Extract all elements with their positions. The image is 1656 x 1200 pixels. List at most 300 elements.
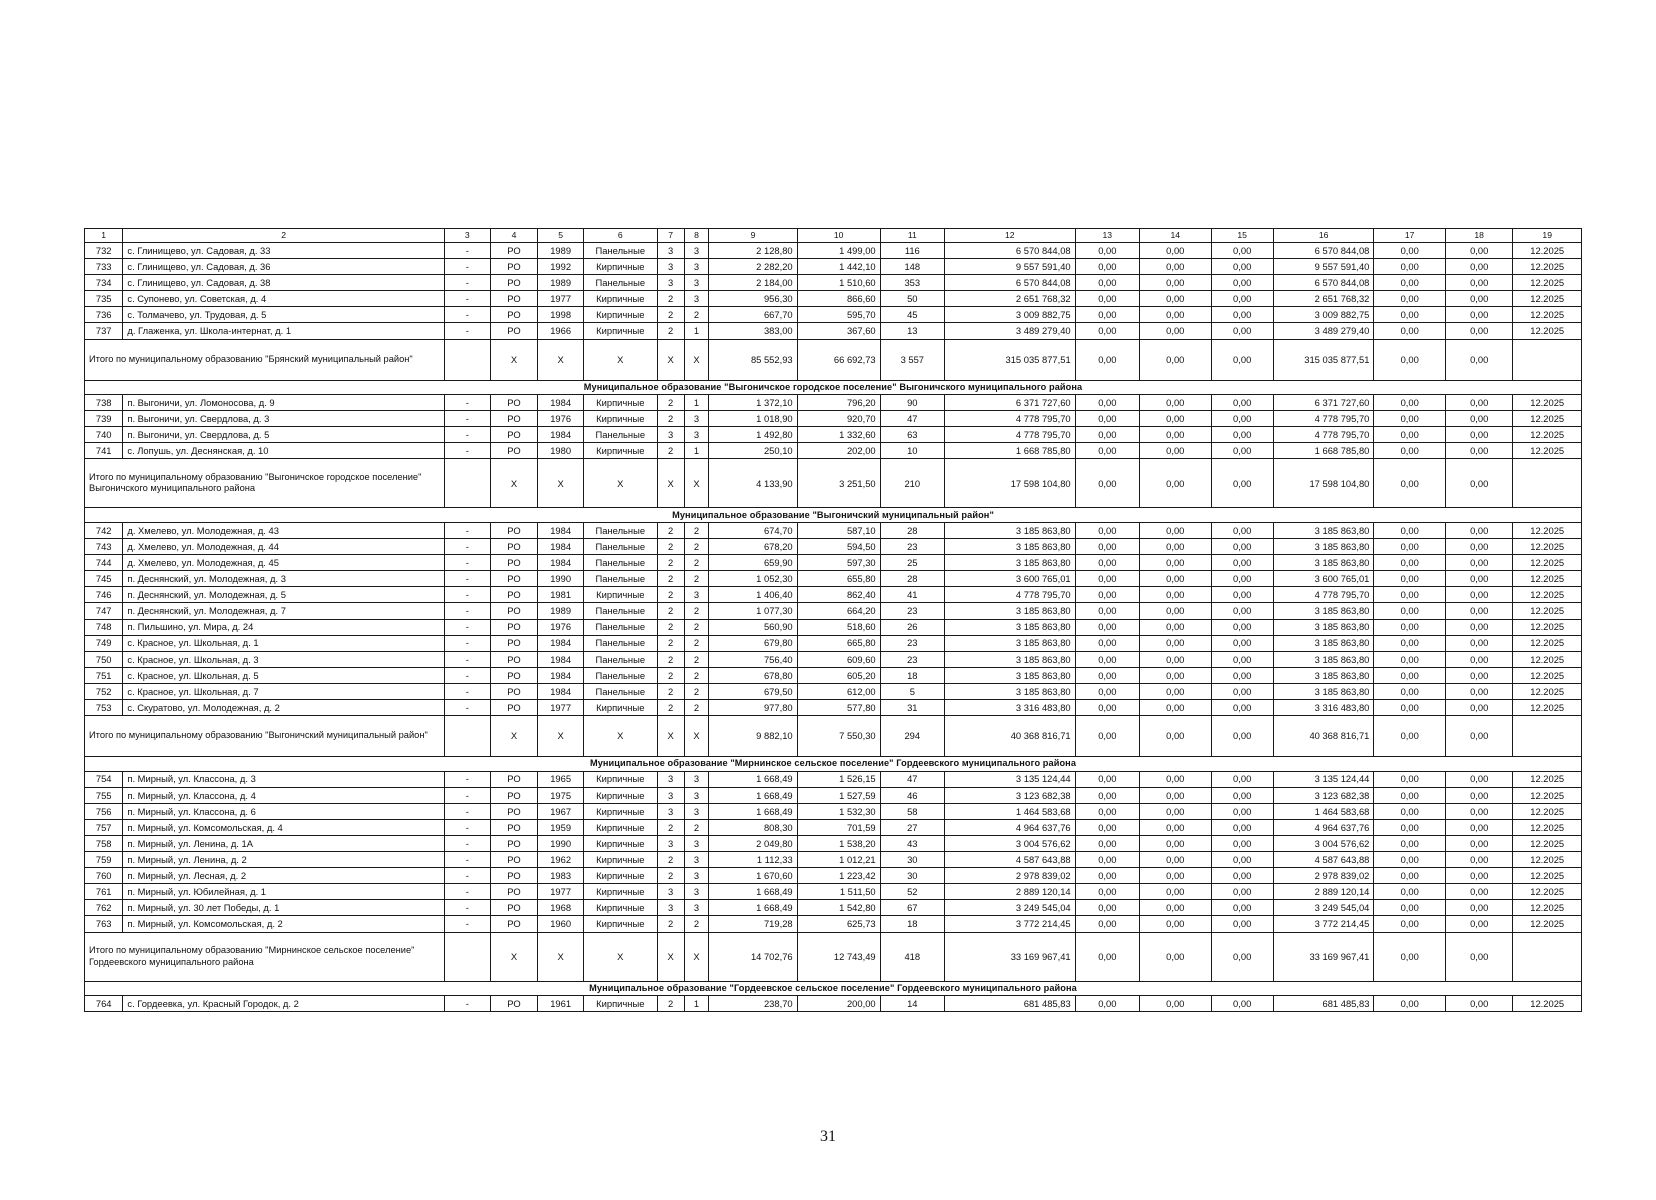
table-cell: 2: [684, 699, 709, 715]
table-cell: 1 668,49: [709, 803, 797, 819]
column-number-cell: 15: [1211, 229, 1273, 243]
table-cell: 753: [85, 699, 123, 715]
table-cell: 26: [880, 619, 944, 635]
table-cell: 3 185 863,80: [1273, 651, 1374, 667]
table-cell: 0,00: [1211, 835, 1273, 851]
table-cell: 27: [880, 819, 944, 835]
table-cell: 2 184,00: [709, 275, 797, 291]
subtotal-cell: [444, 932, 490, 981]
table-cell: 0,00: [1211, 291, 1273, 307]
table-cell: 0,00: [1211, 571, 1273, 587]
subtotal-cell: X: [657, 716, 684, 757]
table-cell: Кирпичные: [583, 884, 657, 900]
table-cell: 757: [85, 819, 123, 835]
table-row: [85, 259, 1582, 275]
table-cell: Панельные: [583, 603, 657, 619]
table-cell: Кирпичные: [583, 291, 657, 307]
table-cell: 3 123 682,38: [1273, 787, 1374, 803]
table-cell: п. Выгоничи, ул. Ломоносова, д. 9: [123, 395, 445, 411]
table-cell: 5: [880, 683, 944, 699]
table-cell: 3 185 863,80: [944, 555, 1075, 571]
table-cell: 664,20: [797, 603, 880, 619]
table-cell: Кирпичные: [583, 259, 657, 275]
table-cell: 1967: [538, 803, 584, 819]
table-cell: 0,00: [1211, 884, 1273, 900]
subtotal-cell: X: [583, 339, 657, 380]
table-cell: 2: [657, 571, 684, 587]
table-cell: 587,10: [797, 522, 880, 538]
table-cell: 2: [684, 555, 709, 571]
table-cell: 1 526,15: [797, 771, 880, 787]
subtotal-cell: X: [657, 339, 684, 380]
table-cell: 3 135 124,44: [944, 771, 1075, 787]
subtotal-cell: 0,00: [1075, 459, 1139, 508]
table-cell: 742: [85, 522, 123, 538]
table-row: [85, 916, 1582, 932]
table-cell: 3: [657, 787, 684, 803]
table-cell: 3 185 863,80: [1273, 539, 1374, 555]
table-cell: 735: [85, 291, 123, 307]
table-cell: 0,00: [1139, 819, 1211, 835]
table-cell: 0,00: [1139, 395, 1211, 411]
table-cell: 3: [657, 900, 684, 916]
table-cell: 1 492,80: [709, 427, 797, 443]
subtotal-cell: 0,00: [1211, 339, 1273, 380]
subtotal-label: Итого по муниципальному образованию "Мирнинское сельское поселение" Гордеевского муниципального района: [85, 932, 445, 981]
table-cell: -: [444, 275, 490, 291]
table-cell: 3 185 863,80: [944, 683, 1075, 699]
table-cell: 2: [684, 539, 709, 555]
table-cell: 4 964 637,76: [1273, 819, 1374, 835]
table-cell: д. Глаженка, ул. Школа-интернат, д. 1: [123, 323, 445, 339]
table-cell: 0,00: [1139, 587, 1211, 603]
table-cell: 0,00: [1139, 835, 1211, 851]
table-cell: 751: [85, 667, 123, 683]
table-cell: 0,00: [1374, 699, 1446, 715]
table-cell: Панельные: [583, 243, 657, 259]
table-cell: 0,00: [1075, 996, 1139, 1012]
table-cell: 681 485,83: [944, 996, 1075, 1012]
table-cell: 0,00: [1374, 868, 1446, 884]
table-cell: РО: [490, 395, 538, 411]
table-cell: 0,00: [1075, 291, 1139, 307]
table-cell: 977,80: [709, 699, 797, 715]
subtotal-cell: 294: [880, 716, 944, 757]
table-cell: -: [444, 522, 490, 538]
table-cell: РО: [490, 787, 538, 803]
table-cell: 12.2025: [1513, 619, 1582, 635]
table-cell: 1976: [538, 619, 584, 635]
table-cell: -: [444, 443, 490, 459]
table-cell: Кирпичные: [583, 916, 657, 932]
table-cell: 0,00: [1075, 667, 1139, 683]
table-cell: 0,00: [1211, 852, 1273, 868]
table-cell: Кирпичные: [583, 587, 657, 603]
table-cell: 3 249 545,04: [1273, 900, 1374, 916]
table-cell: 1984: [538, 522, 584, 538]
table-cell: 0,00: [1139, 699, 1211, 715]
subtotal-cell: X: [538, 716, 584, 757]
subtotal-row: [85, 339, 1582, 380]
table-cell: 740: [85, 427, 123, 443]
table-cell: 90: [880, 395, 944, 411]
subtotal-cell: [444, 716, 490, 757]
table-cell: -: [444, 635, 490, 651]
table-cell: 1977: [538, 291, 584, 307]
column-number-cell: 3: [444, 229, 490, 243]
section-header-row: [85, 380, 1582, 395]
table-cell: п. Мирный, ул. Лесная, д. 2: [123, 868, 445, 884]
table-cell: 0,00: [1139, 323, 1211, 339]
table-cell: 3: [657, 427, 684, 443]
table-cell: 0,00: [1211, 868, 1273, 884]
table-cell: 0,00: [1374, 427, 1446, 443]
table-cell: 1 511,50: [797, 884, 880, 900]
table-cell: п. Выгоничи, ул. Свердлова, д. 5: [123, 427, 445, 443]
table-cell: 0,00: [1445, 884, 1512, 900]
table-row: [85, 771, 1582, 787]
table-cell: 1 668,49: [709, 900, 797, 916]
table-cell: РО: [490, 307, 538, 323]
table-cell: Кирпичные: [583, 395, 657, 411]
table-cell: 2: [657, 635, 684, 651]
table-cell: 0,00: [1139, 619, 1211, 635]
table-cell: 3: [657, 803, 684, 819]
table-cell: 12.2025: [1513, 803, 1582, 819]
column-number-cell: 4: [490, 229, 538, 243]
table-cell: 0,00: [1211, 619, 1273, 635]
table-cell: 0,00: [1139, 771, 1211, 787]
table-cell: 920,70: [797, 411, 880, 427]
table-cell: 1962: [538, 852, 584, 868]
subtotal-cell: X: [684, 932, 709, 981]
table-cell: 738: [85, 395, 123, 411]
table-cell: п. Мирный, ул. Классона, д. 6: [123, 803, 445, 819]
table-cell: 41: [880, 587, 944, 603]
table-cell: РО: [490, 539, 538, 555]
table-cell: 0,00: [1075, 411, 1139, 427]
table-cell: -: [444, 243, 490, 259]
table-cell: -: [444, 651, 490, 667]
table-cell: 18: [880, 667, 944, 683]
table-cell: 0,00: [1445, 571, 1512, 587]
table-cell: 655,80: [797, 571, 880, 587]
table-cell: 3: [684, 587, 709, 603]
table-row: [85, 819, 1582, 835]
table-cell: РО: [490, 868, 538, 884]
table-cell: -: [444, 803, 490, 819]
table-cell: 3 004 576,62: [944, 835, 1075, 851]
table-cell: -: [444, 307, 490, 323]
table-cell: 1 499,00: [797, 243, 880, 259]
table-cell: -: [444, 699, 490, 715]
table-row: [85, 427, 1582, 443]
table-cell: 2: [657, 699, 684, 715]
table-cell: 0,00: [1445, 443, 1512, 459]
table-cell: 752: [85, 683, 123, 699]
table-cell: 4 778 795,70: [1273, 587, 1374, 603]
subtotal-cell: 0,00: [1445, 932, 1512, 981]
column-number-cell: 1: [85, 229, 123, 243]
subtotal-cell: X: [583, 459, 657, 508]
table-cell: 0,00: [1139, 683, 1211, 699]
table-cell: 0,00: [1075, 259, 1139, 275]
table-cell: 30: [880, 868, 944, 884]
table-cell: 0,00: [1139, 571, 1211, 587]
table-cell: Панельные: [583, 619, 657, 635]
table-cell: 1984: [538, 539, 584, 555]
table-cell: 2: [684, 307, 709, 323]
table-cell: 3 009 882,75: [1273, 307, 1374, 323]
table-cell: 518,60: [797, 619, 880, 635]
table-cell: 0,00: [1445, 243, 1512, 259]
table-cell: 0,00: [1374, 667, 1446, 683]
table-cell: 1984: [538, 635, 584, 651]
table-row: [85, 651, 1582, 667]
table-cell: 4 778 795,70: [1273, 427, 1374, 443]
table-cell: 10: [880, 443, 944, 459]
table-cell: РО: [490, 411, 538, 427]
table-cell: 0,00: [1139, 443, 1211, 459]
table-cell: 0,00: [1445, 787, 1512, 803]
table-cell: 1990: [538, 571, 584, 587]
table-cell: Кирпичные: [583, 307, 657, 323]
table-row: [85, 571, 1582, 587]
table-cell: 23: [880, 651, 944, 667]
table-cell: 0,00: [1139, 243, 1211, 259]
table-cell: 3 185 863,80: [944, 539, 1075, 555]
table-cell: РО: [490, 571, 538, 587]
table-cell: 678,80: [709, 667, 797, 683]
table-row: [85, 307, 1582, 323]
table-cell: 3 004 576,62: [1273, 835, 1374, 851]
table-cell: 0,00: [1075, 619, 1139, 635]
table-cell: 3 009 882,75: [944, 307, 1075, 323]
table-cell: РО: [490, 323, 538, 339]
table-cell: 1959: [538, 819, 584, 835]
table-cell: 3: [684, 427, 709, 443]
table-cell: с. Лопушь, ул. Деснянская, д. 10: [123, 443, 445, 459]
table-cell: 0,00: [1445, 427, 1512, 443]
table-cell: 667,70: [709, 307, 797, 323]
table-cell: 734: [85, 275, 123, 291]
table-row: [85, 683, 1582, 699]
table-cell: 2: [657, 539, 684, 555]
table-cell: 862,40: [797, 587, 880, 603]
table-row: [85, 699, 1582, 715]
table-cell: 0,00: [1075, 603, 1139, 619]
subtotal-cell: 9 882,10: [709, 716, 797, 757]
table-cell: РО: [490, 619, 538, 635]
table-cell: 3: [684, 275, 709, 291]
table-cell: 0,00: [1374, 323, 1446, 339]
table-cell: 678,20: [709, 539, 797, 555]
table-cell: РО: [490, 635, 538, 651]
table-cell: 0,00: [1374, 603, 1446, 619]
table-cell: 3 600 765,01: [1273, 571, 1374, 587]
table-cell: -: [444, 819, 490, 835]
table-cell: 0,00: [1374, 916, 1446, 932]
table-cell: с. Глинищево, ул. Садовая, д. 36: [123, 259, 445, 275]
table-row: [85, 291, 1582, 307]
subtotal-cell: 0,00: [1374, 339, 1446, 380]
table-cell: Кирпичные: [583, 819, 657, 835]
subtotal-label: Итого по муниципальному образованию "Выгоничский муниципальный район": [85, 716, 445, 757]
table-cell: -: [444, 323, 490, 339]
table-cell: 1984: [538, 683, 584, 699]
table-cell: 0,00: [1374, 243, 1446, 259]
subtotal-cell: 33 169 967,41: [1273, 932, 1374, 981]
table-cell: 3 185 863,80: [1273, 555, 1374, 571]
table-cell: 0,00: [1075, 555, 1139, 571]
table-row: [85, 884, 1582, 900]
table-cell: 732: [85, 243, 123, 259]
table-cell: -: [444, 619, 490, 635]
table-cell: 4 964 637,76: [944, 819, 1075, 835]
subtotal-cell: 3 251,50: [797, 459, 880, 508]
table-cell: 748: [85, 619, 123, 635]
table-cell: 747: [85, 603, 123, 619]
table-cell: 760: [85, 868, 123, 884]
table-cell: 0,00: [1211, 587, 1273, 603]
table-row: [85, 411, 1582, 427]
subtotal-cell: 210: [880, 459, 944, 508]
table-cell: РО: [490, 683, 538, 699]
subtotal-cell: [1513, 716, 1582, 757]
table-row: [85, 852, 1582, 868]
table-cell: 0,00: [1445, 667, 1512, 683]
table-row: [85, 323, 1582, 339]
table-cell: 1 668,49: [709, 884, 797, 900]
table-cell: 4 778 795,70: [944, 411, 1075, 427]
table-cell: 0,00: [1445, 651, 1512, 667]
subtotal-cell: X: [538, 339, 584, 380]
table-cell: 67: [880, 900, 944, 916]
table-cell: 1961: [538, 996, 584, 1012]
table-cell: -: [444, 539, 490, 555]
table-cell: 12.2025: [1513, 243, 1582, 259]
table-cell: 2: [657, 323, 684, 339]
subtotal-cell: X: [538, 932, 584, 981]
table-cell: 0,00: [1445, 635, 1512, 651]
table-cell: 1 112,33: [709, 852, 797, 868]
table-cell: 3: [684, 771, 709, 787]
table-cell: с. Красное, ул. Школьная, д. 7: [123, 683, 445, 699]
table-cell: РО: [490, 259, 538, 275]
table-cell: Кирпичные: [583, 787, 657, 803]
table-cell: 3: [684, 259, 709, 275]
table-cell: 0,00: [1445, 307, 1512, 323]
table-cell: 12.2025: [1513, 916, 1582, 932]
table-cell: 1 670,60: [709, 868, 797, 884]
page-number: 31: [820, 1128, 836, 1145]
table-cell: 43: [880, 835, 944, 851]
table-cell: Панельные: [583, 683, 657, 699]
table-cell: п. Мирный, ул. 30 лет Победы, д. 1: [123, 900, 445, 916]
table-cell: Панельные: [583, 667, 657, 683]
table-cell: 4 587 643,88: [944, 852, 1075, 868]
table-cell: 0,00: [1374, 819, 1446, 835]
table-cell: 12.2025: [1513, 587, 1582, 603]
subtotal-cell: 418: [880, 932, 944, 981]
table-cell: 0,00: [1374, 803, 1446, 819]
table-cell: 0,00: [1211, 603, 1273, 619]
table-cell: 3: [657, 259, 684, 275]
table-cell: 956,30: [709, 291, 797, 307]
table-cell: 759: [85, 852, 123, 868]
table-cell: 679,50: [709, 683, 797, 699]
table-cell: п. Деснянский, ул. Молодежная, д. 5: [123, 587, 445, 603]
table-cell: 0,00: [1075, 916, 1139, 932]
table-cell: 0,00: [1374, 411, 1446, 427]
table-cell: п. Мирный, ул. Комсомольская, д. 4: [123, 819, 445, 835]
table-cell: 0,00: [1211, 243, 1273, 259]
column-number-cell: 10: [797, 229, 880, 243]
table-cell: 1980: [538, 443, 584, 459]
table-cell: 0,00: [1374, 307, 1446, 323]
subtotal-cell: [1513, 932, 1582, 981]
table-cell: РО: [490, 996, 538, 1012]
table-cell: 23: [880, 603, 944, 619]
table-row: [85, 539, 1582, 555]
table-cell: 0,00: [1445, 835, 1512, 851]
table-cell: РО: [490, 900, 538, 916]
table-cell: 577,80: [797, 699, 880, 715]
table-cell: 3 772 214,45: [944, 916, 1075, 932]
table-row: [85, 635, 1582, 651]
table-cell: 3 489 279,40: [1273, 323, 1374, 339]
table-cell: 0,00: [1211, 275, 1273, 291]
table-cell: -: [444, 787, 490, 803]
table-cell: 12.2025: [1513, 259, 1582, 275]
table-cell: -: [444, 411, 490, 427]
table-cell: 1966: [538, 323, 584, 339]
table-cell: 1977: [538, 884, 584, 900]
table-cell: РО: [490, 427, 538, 443]
table-cell: 763: [85, 916, 123, 932]
table-cell: 50: [880, 291, 944, 307]
table-cell: 12.2025: [1513, 787, 1582, 803]
table-cell: РО: [490, 667, 538, 683]
table-cell: 1 510,60: [797, 275, 880, 291]
table-cell: 0,00: [1075, 243, 1139, 259]
table-cell: п. Мирный, ул. Ленина, д. 1А: [123, 835, 445, 851]
table-cell: 0,00: [1075, 868, 1139, 884]
table-cell: 12.2025: [1513, 819, 1582, 835]
table-cell: 202,00: [797, 443, 880, 459]
table-cell: 6 570 844,08: [1273, 275, 1374, 291]
subtotal-cell: 0,00: [1374, 932, 1446, 981]
table-cell: п. Мирный, ул. Классона, д. 4: [123, 787, 445, 803]
table-cell: 0,00: [1211, 427, 1273, 443]
table-cell: 47: [880, 411, 944, 427]
table-cell: 47: [880, 771, 944, 787]
table-cell: 744: [85, 555, 123, 571]
table-cell: 6 371 727,60: [944, 395, 1075, 411]
table-cell: 764: [85, 996, 123, 1012]
table-cell: РО: [490, 771, 538, 787]
table-cell: 1 532,30: [797, 803, 880, 819]
table-cell: 1: [684, 395, 709, 411]
table-cell: -: [444, 771, 490, 787]
table-cell: 605,20: [797, 667, 880, 683]
subtotal-cell: 0,00: [1139, 716, 1211, 757]
table-row: [85, 900, 1582, 916]
table-cell: 1: [684, 996, 709, 1012]
table-cell: 743: [85, 539, 123, 555]
table-cell: 0,00: [1075, 323, 1139, 339]
table-cell: 2: [657, 619, 684, 635]
